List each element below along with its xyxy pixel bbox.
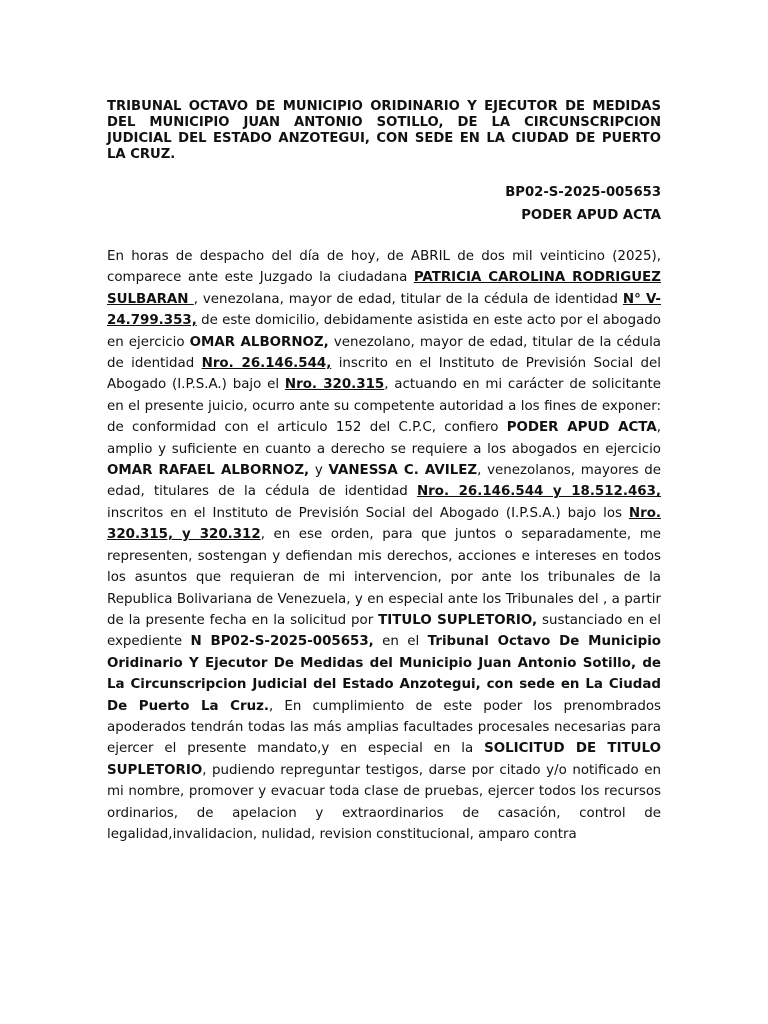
grantor-name: PATRICIA CAROLINA RODRIGUEZ SULBARAN xyxy=(107,270,661,307)
body-text: y xyxy=(309,463,329,479)
body-text: , amplio y suficiente en cuanto a derecho se requiere a los abogados en ejercicio xyxy=(107,420,661,457)
file-reference: N BP02-S-2025-005653, xyxy=(190,634,374,650)
attorney-2: VANESSA C. AVILEZ xyxy=(328,463,478,479)
lawyer-ipsa: Nro. 320.315 xyxy=(284,377,385,393)
body-text: en el xyxy=(373,634,428,650)
body-text: En horas de despacho del día de hoy, de ABRIL de dos mil veinticino (2025), comparece ante este Juzgado la ciudadana xyxy=(107,249,661,286)
court-name: Tribunal Octavo De Municipio Oridinario Y Ejecutor De Medidas del Municipio Juan Antonio Sotillo, de La Circunscripcion Judicial del Estado Anzotegui, con sede en La Ciudad De Puerto La Cruz. xyxy=(107,634,661,714)
grantor-id: N° V-24.799.353, xyxy=(107,291,661,329)
court-header: TRIBUNAL OCTAVO DE MUNICIPIO ORIDINARIO Y EJECUTOR DE MEDIDAS DEL MUNICIPIO JUAN ANTONIO SOTILLO, DE LA CIRCUNSCRIPCION JUDICIAL DEL ESTADO ANZOTEGUI, CON SEDE EN LA CIUDAD DE PUERTO LA CRUZ. xyxy=(107,99,661,162)
body-text: inscrito en el Instituto de Previsión Social del Abogado (I.P.S.A.) bajo el xyxy=(107,356,661,393)
body-text: , venezolanos, mayores de edad, titulares de la cédula de identidad xyxy=(107,463,661,500)
document-page xyxy=(107,99,661,845)
power-type: PODER APUD ACTA xyxy=(506,420,657,436)
attorney-1: OMAR RAFAEL ALBORNOZ, xyxy=(107,463,310,479)
body-text: , en ese orden, para que juntos o separadamente, me representen, sostengan y defiendan mis derechos, acciones e intereses en todos los asuntos que requieran de mi intervencion, por ante los tribunales de la Republica Bolivariana de Venezuela, y en especial ante los Tribunales del , a partir de la presente fecha en la solicitud por xyxy=(107,527,661,628)
request-type: TITULO SUPLETORIO, xyxy=(378,612,538,628)
body-text: , En cumplimiento de este poder los prenombrados apoderados tendrán todas las más amplias facultades procesales necesarias para ejercer el presente mandato,y en especial en la xyxy=(107,698,661,757)
body-text: inscritos en el Instituto de Previsión Social del Abogado (I.P.S.A.) bajo los xyxy=(107,505,629,521)
body-text: sustanciado en el expediente xyxy=(107,612,661,650)
case-number: BP02-S-2025-005653 xyxy=(505,185,661,200)
body-text: , venezolana, mayor de edad, titular de la cédula de identidad xyxy=(193,291,623,307)
body-text: , pudiendo repreguntar testigos, darse por citado y/o notificado en mi nombre, promover y evacuar toda clase de pruebas, ejercer todos los recursos ordinarios, de apelacion y extraordinarios de casación, control de legalidad,invalidacion, nulidad, revision constitucional, amparo contra xyxy=(107,762,661,842)
body-text: , actuando en mi carácter de solicitante en el presente juicio, ocurro ante su competente autoridad a los fines de exponer: de conformidad con el articulo 152 del C.P.C, confiero xyxy=(107,377,661,436)
document-type: PODER APUD ACTA xyxy=(521,208,661,223)
body-text: venezolano, mayor de edad, titular de la cédula de identidad xyxy=(107,334,661,372)
attorneys-ipsa: Nro. 320.315, y 320.312 xyxy=(107,505,661,543)
document-body xyxy=(107,246,661,845)
attorneys-ids: Nro. 26.146.544 y 18.512.463, xyxy=(416,484,661,500)
body-text: de este domicilio, debidamente asistida en este acto por el abogado en ejercicio xyxy=(107,313,661,350)
lawyer-id: Nro. 26.146.544, xyxy=(201,356,332,372)
request-caps: SOLICITUD DE TITULO SUPLETORIO xyxy=(107,741,661,778)
lawyer-name: OMAR ALBORNOZ, xyxy=(189,334,329,350)
